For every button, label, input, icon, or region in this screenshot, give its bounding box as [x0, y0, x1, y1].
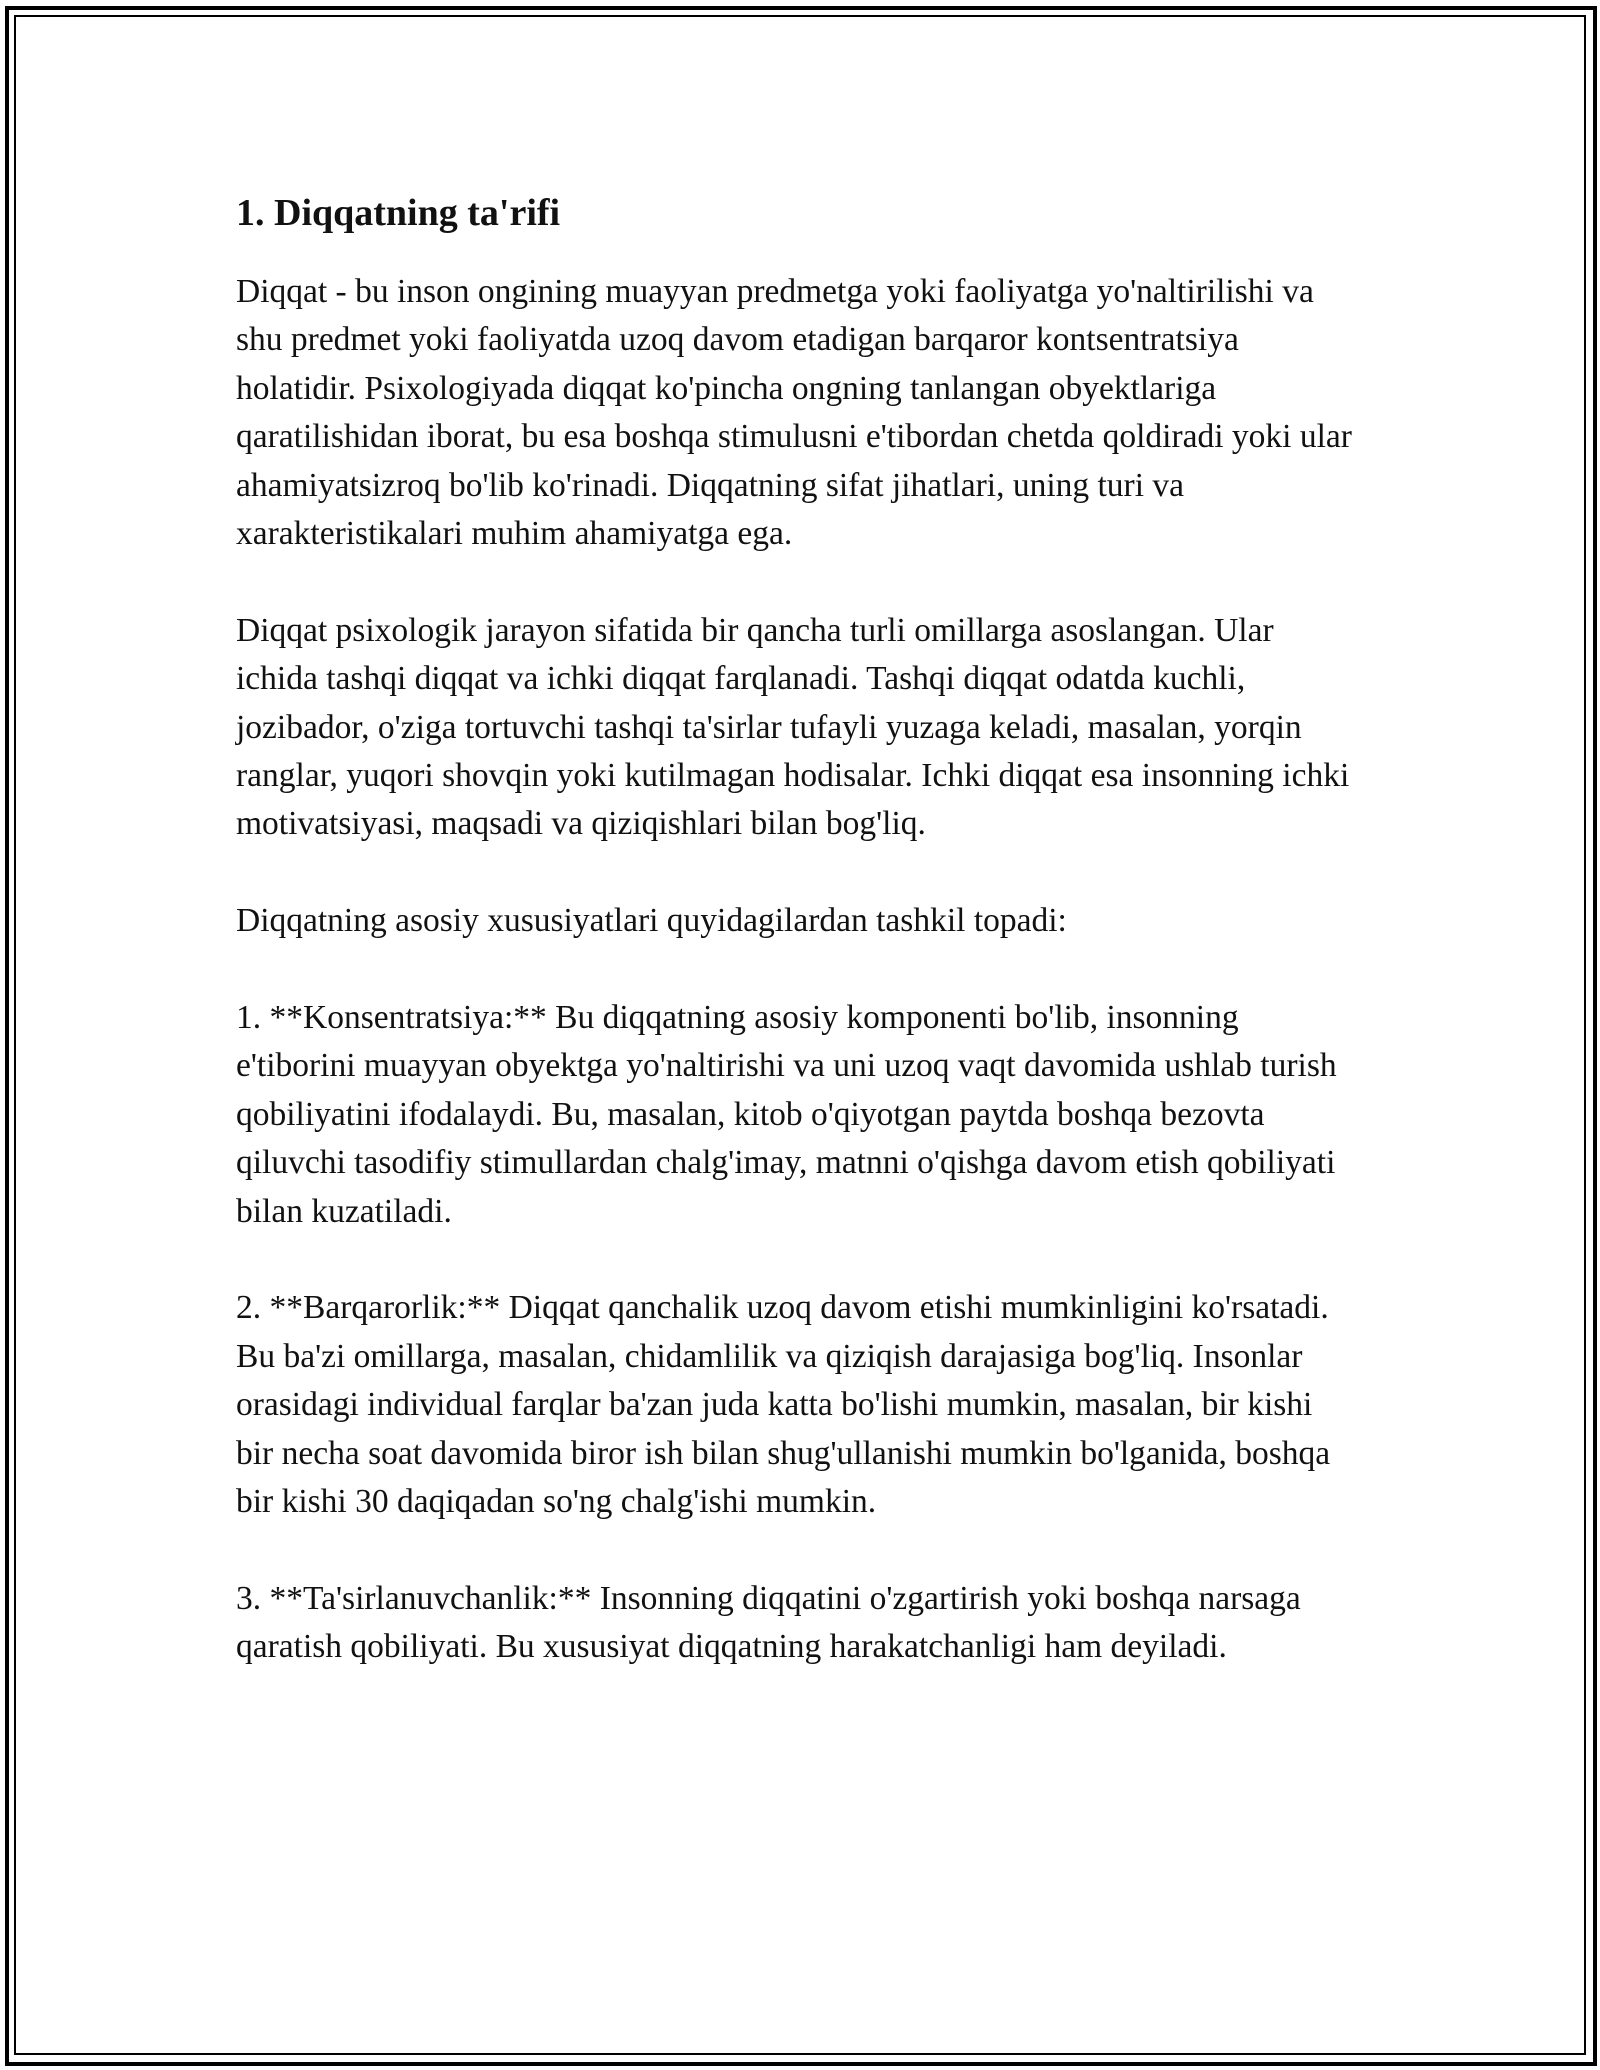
section-heading: 1. Diqqatning ta'rifi	[236, 192, 561, 234]
paragraph-types: Diqqat psixologik jarayon sifatida bir qancha turli omillarga asoslangan. Ular ichida tashqi diqqat va ichki diqqat farqlanadi. Tashqi diqqat odatda kuchli, jozibador, o'ziga tortuvchi tashqi ta'sirlar tufayli yuzaga keladi, masalan, yorqin ranglar, yuqori shovqin yoki kutilmagan hodisalar. Ichki diqqat esa insonning ichki motivatsiyasi, maqsadi va qiziqishlari bilan bog'liq.	[236, 611, 1350, 843]
document-body	[236, 188, 1356, 1720]
paragraph-definition: Diqqat - bu inson ongining muayyan predmetga yoki faoliyatga yo'naltirilishi va shu predmet yoki faoliyatda uzoq davom etadigan barqaror kontsentratsiya holatidir. Psixologiyada diqqat ko'pincha ongning tanlangan obyektlariga qaratilishidan iborat, bu esa boshqa stimulusni e'tibordan chetda qoldiradi yoki ular ahamiyatsizroq bo'lib ko'rinadi. Diqqatning sifat jihatlari, uning turi va xarakteristikalari muhim ahamiyatga ega.	[236, 273, 1352, 553]
list-item-switchability: 3. **Ta'sirlanuvchanlik:** Insonning diqqatini o'zgartirish yoki boshqa narsaga qaratish qobiliyati. Bu xususiyat diqqatning harakatchanligi ham deyiladi.	[236, 1579, 1301, 1666]
list-item-stability: 2. **Barqarorlik:** Diqqat qanchalik uzoq davom etishi mumkinligini ko'rsatadi. Bu ba'zi omillarga, masalan, chidamlilik va qiziqish darajasiga bog'liq. Insonlar orasidagi individual farqlar ba'zan juda katta bo'lishi mumkin, masalan, bir kishi bir necha soat davomida biror ish bilan shug'ullanishi mumkin bo'lganida, boshqa bir kishi 30 daqiqadan so'ng chalg'ishi mumkin.	[236, 1289, 1331, 1521]
paragraph-properties-intro: Diqqatning asosiy xususiyatlari quyidagilardan tashkil topadi:	[236, 902, 1067, 940]
list-item-concentration: 1. **Konsentratsiya:** Bu diqqatning asosiy komponenti bo'lib, insonning e'tiborini muayyan obyektga yo'naltirishi va uni uzoq vaqt davomida ushlab turish qobiliyatini ifodalaydi. Bu, masalan, kitob o'qiyotgan paytda boshqa bezovta qiluvchi tasodifiy stimullardan chalg'imay, matnni o'qishga davom etish qobiliyati bilan kuzatiladi.	[236, 999, 1337, 1230]
